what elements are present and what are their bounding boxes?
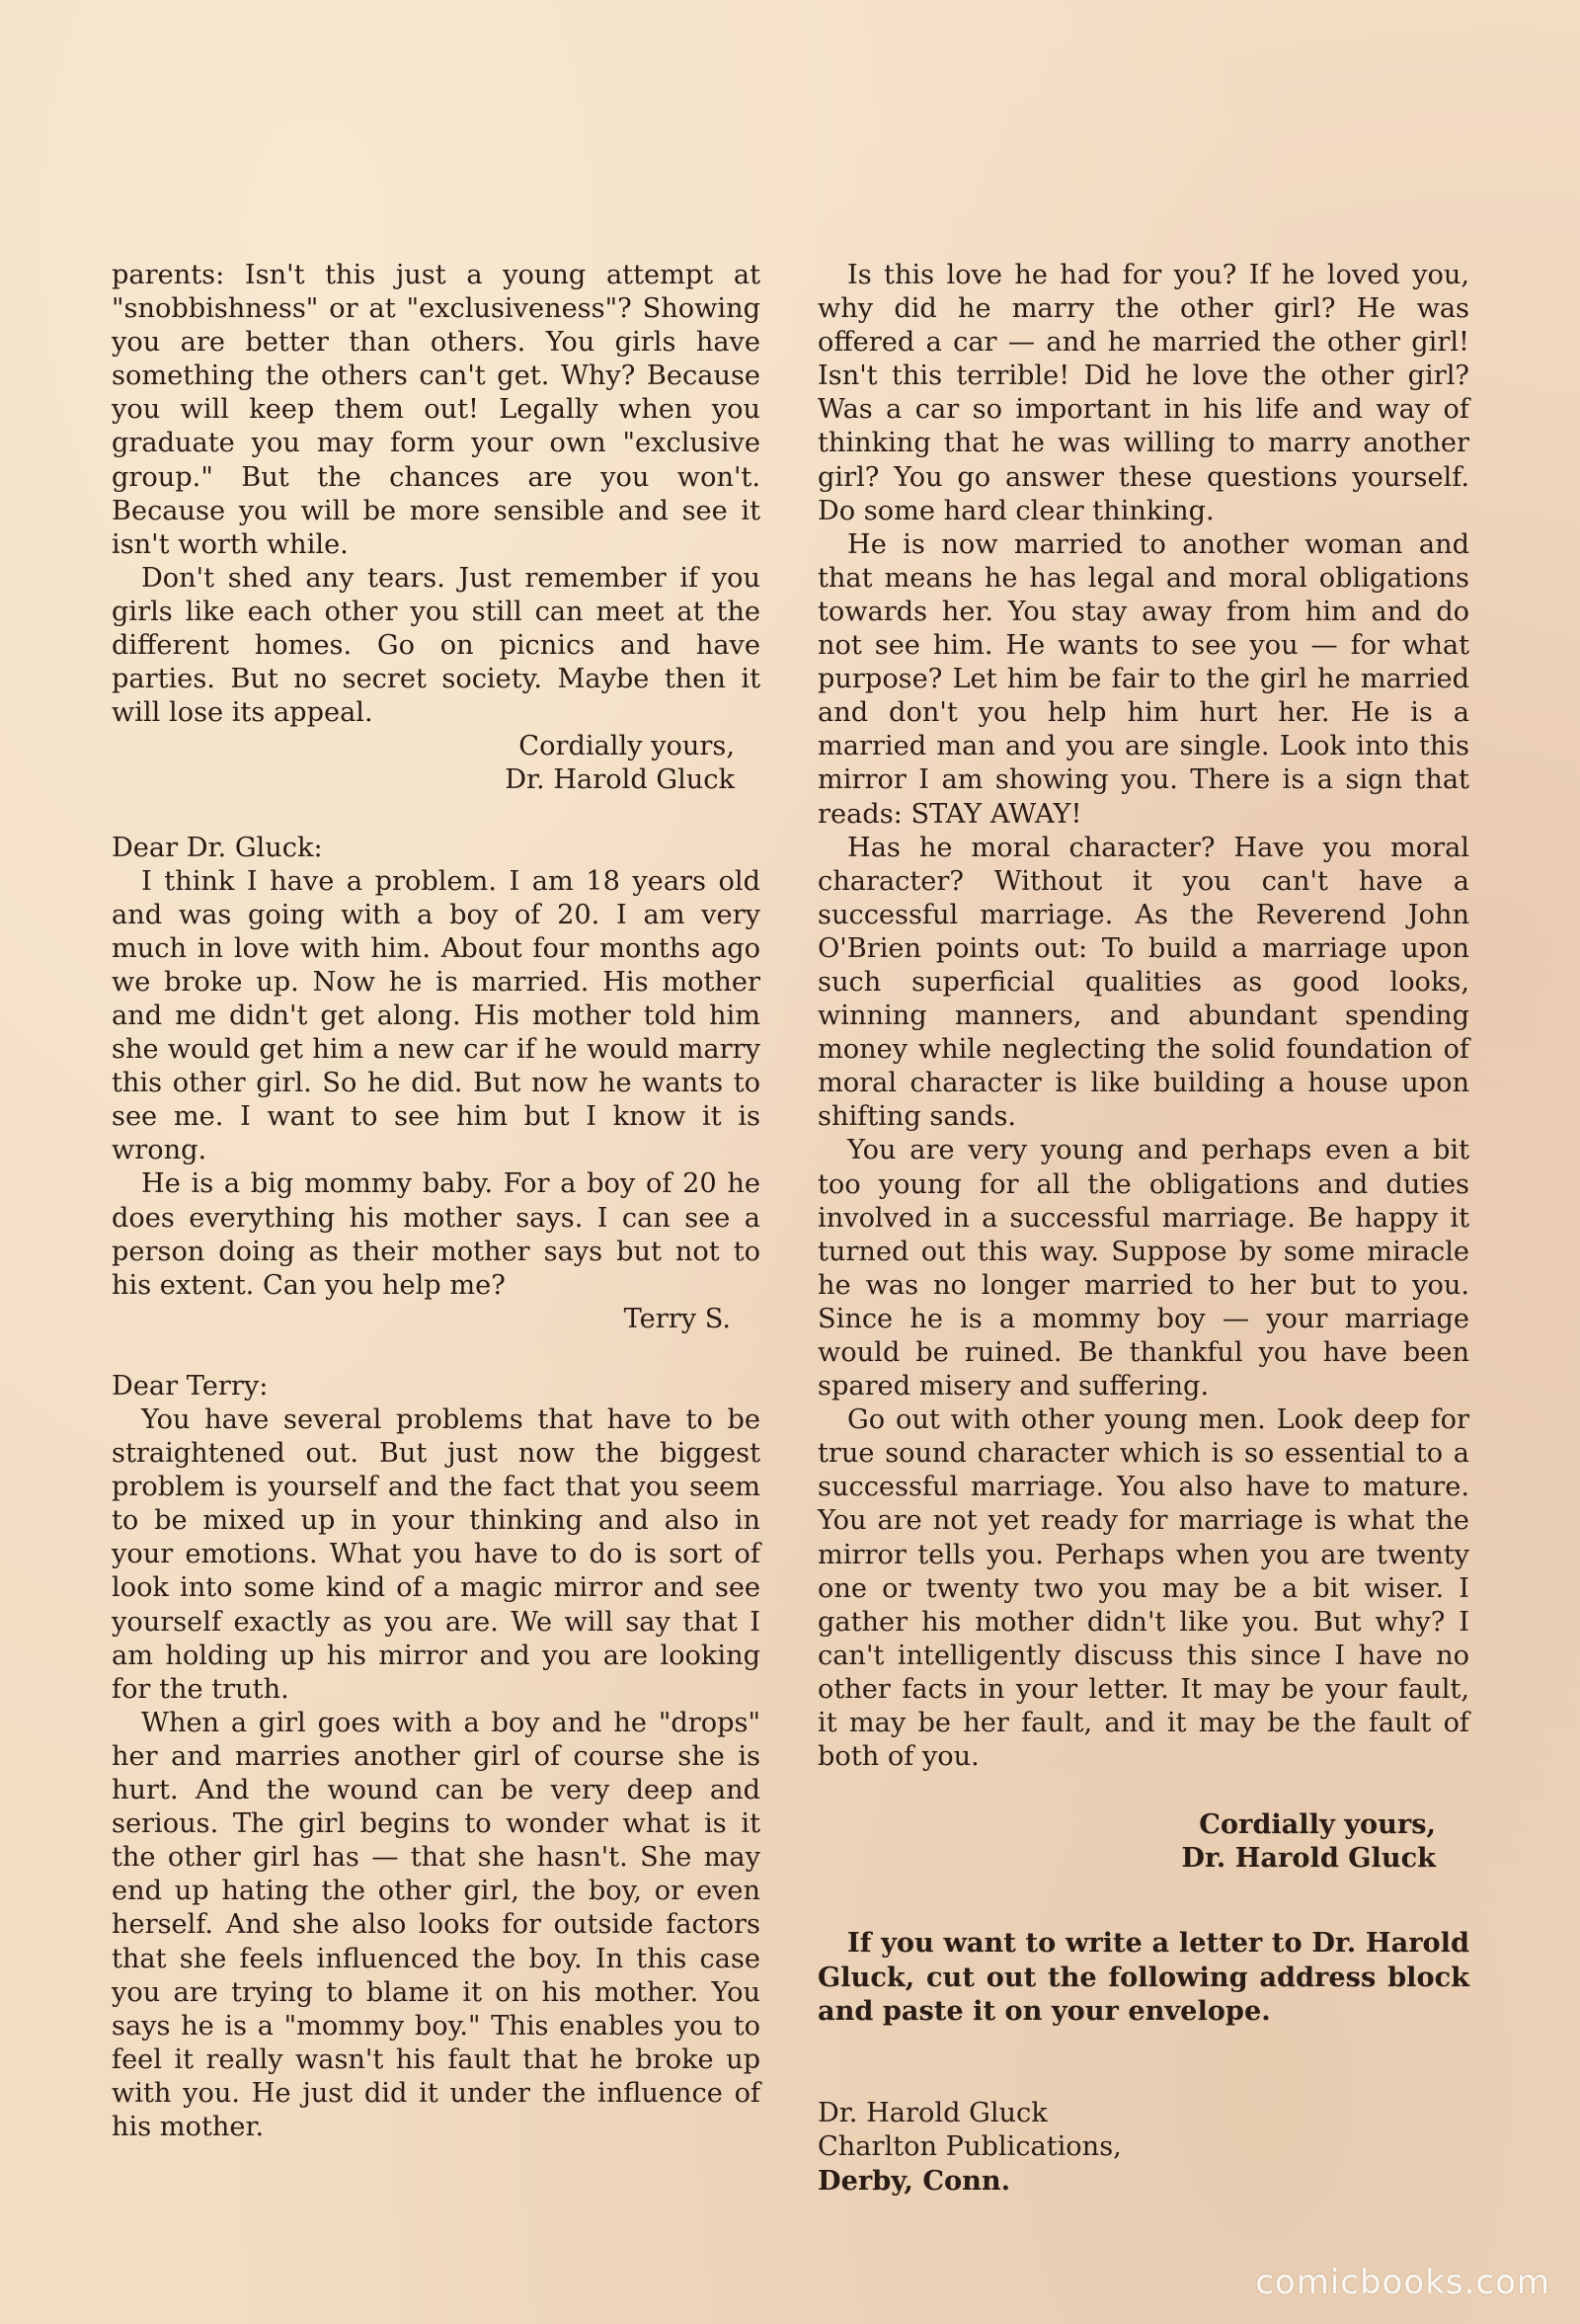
letter-paragraph-problem: I think I have a problem. I am 18 years old and was going with a boy of 20. I am very much in love with him. About four months ago we broke up. Now he is married. His mother and me didn't get along. His mother told him she would get him a new car if he would marry this other girl. So he did. But now he wants to see me. I want to see him but I know it is wrong. bbox=[112, 865, 760, 1166]
closing-cordially: Cordially yours, bbox=[518, 731, 735, 762]
closing-cordially-right: Cordially yours, bbox=[1199, 1808, 1436, 1841]
signature-dr-gluck: Dr. Harold Gluck bbox=[505, 764, 735, 796]
reply-paragraph-moral-character: Has he moral character? Have you moral character? Without it you can't have a successful marriage. As the Reverend John O'Brien points out: To build a marriage upon such superficial qualities as good looks, winning manners, and abundant spending money while neglecting the solid foundation of moral character is like building a house upon shifting sands. bbox=[818, 832, 1469, 1133]
reply-paragraph-young: You are very young and perhaps even a bit too young for all the obligations and duties involved in a successful marriage. Be happy it turned out this way. Suppose by some miracle he was no longer married to her but to you. Since he is a mommy boy — your marriage would be ruined. Be thankful you have been spared misery and suffering. bbox=[818, 1135, 1469, 1402]
right-column bbox=[818, 259, 1469, 2198]
paragraph-dont-shed-tears: Don't shed any tears. Just remember if you girls like each other you still can meet at the different homes. Go on picnics and have parties. But no secret society. Maybe then it will lose its appeal. bbox=[112, 562, 760, 729]
signature-dr-gluck-right: Dr. Harold Gluck bbox=[1181, 1842, 1436, 1875]
reply-paragraph-married: He is now married to another woman and that means he has legal and moral obligations towards her. You stay away from him and do not see him. He wants to see you — for what purpose? Let him be fair to the girl he married and don't you help him hurt her. He is a married man and you are single. Look into this mirror I am showing you. There is a sign that reads: STAY AWAY! bbox=[818, 528, 1469, 830]
address-block bbox=[818, 2097, 1469, 2198]
reply-paragraph-drops: When a girl goes with a boy and he "drops" her and marries another girl of course she is hurt. And the wound can be very deep and serious. The girl begins to wonder what is it the other girl has — that she hasn't. She may end up hating the other girl, the boy, or even herself. And she also looks for outside factors that she feels influenced the boy. In this case you are trying to blame it on his mother. You says he is a "mommy boy." This enables you to feel it really wasn't his fault that he broke up with you. He just did it under the influence of his mother. bbox=[112, 1707, 760, 2142]
instructions-paragraph: If you want to write a letter to Dr. Harold Gluck, cut out the following address block and paste it on your envelope. bbox=[818, 1927, 1469, 2027]
letter-paragraph-mommy-baby: He is a big mommy baby. For a boy of 20 he does everything his mother says. I can see a person doing as their mother says but not to his extent. Can you help me? bbox=[112, 1168, 760, 1301]
address-line-publisher: Charlton Publications, bbox=[818, 2130, 1122, 2162]
address-line-city: Derby, Conn. bbox=[818, 2164, 1011, 2197]
reply-paragraph-problems: You have several problems that have to be straightened out. But just now the biggest problem is yourself and the fact that you seem to be mixed up in your thinking and also in your emotions. What you have to do is sort of look into some kind of a magic mirror and see yourself exactly as you are. We will say that I am holding up his mirror and you are looking for the truth. bbox=[112, 1404, 760, 1705]
paragraph-previous-reply-end: parents: Isn't this just a young attempt at "snobbishness" or at "exclusiveness"? Showing you are better than others. You girls have something the others can't get. Why? Because you will keep them out! Legally when you graduate you may form your own "exclusive group." But the chances are you won't. Because you will be more sensible and see it isn't worth while. bbox=[112, 260, 760, 560]
watermark: comicbooks.com bbox=[1255, 2263, 1550, 2302]
reply-paragraph-love: Is this love he had for you? If he loved you, why did he marry the other girl? He was offered a car — and he married the other girl! Isn't this terrible! Did he love the other girl? Was a car so important in his life and way of thinking that he was willing to marry another girl? You go answer these questions yourself. Do some hard clear thinking. bbox=[818, 260, 1469, 526]
left-column bbox=[112, 259, 760, 2144]
reply-paragraph-go-out: Go out with other young men. Look deep for true sound character which is so essential to a successful marriage. You also have to mature. You are not yet ready for marriage is what the mirror tells you. Perhaps when you are twenty one or twenty two you may be a bit wiser. I gather his mother didn't like you. But why? I can't intelligently discuss this since I have no other facts in your letter. It may be your fault, it may be her fault, and it may be the fault of both of you. bbox=[818, 1404, 1469, 1773]
letter-signature: Terry S. bbox=[623, 1303, 731, 1334]
letter-salutation: Dear Dr. Gluck: bbox=[112, 832, 323, 863]
address-line-name: Dr. Harold Gluck bbox=[818, 2097, 1048, 2128]
reply-salutation: Dear Terry: bbox=[112, 1370, 269, 1402]
